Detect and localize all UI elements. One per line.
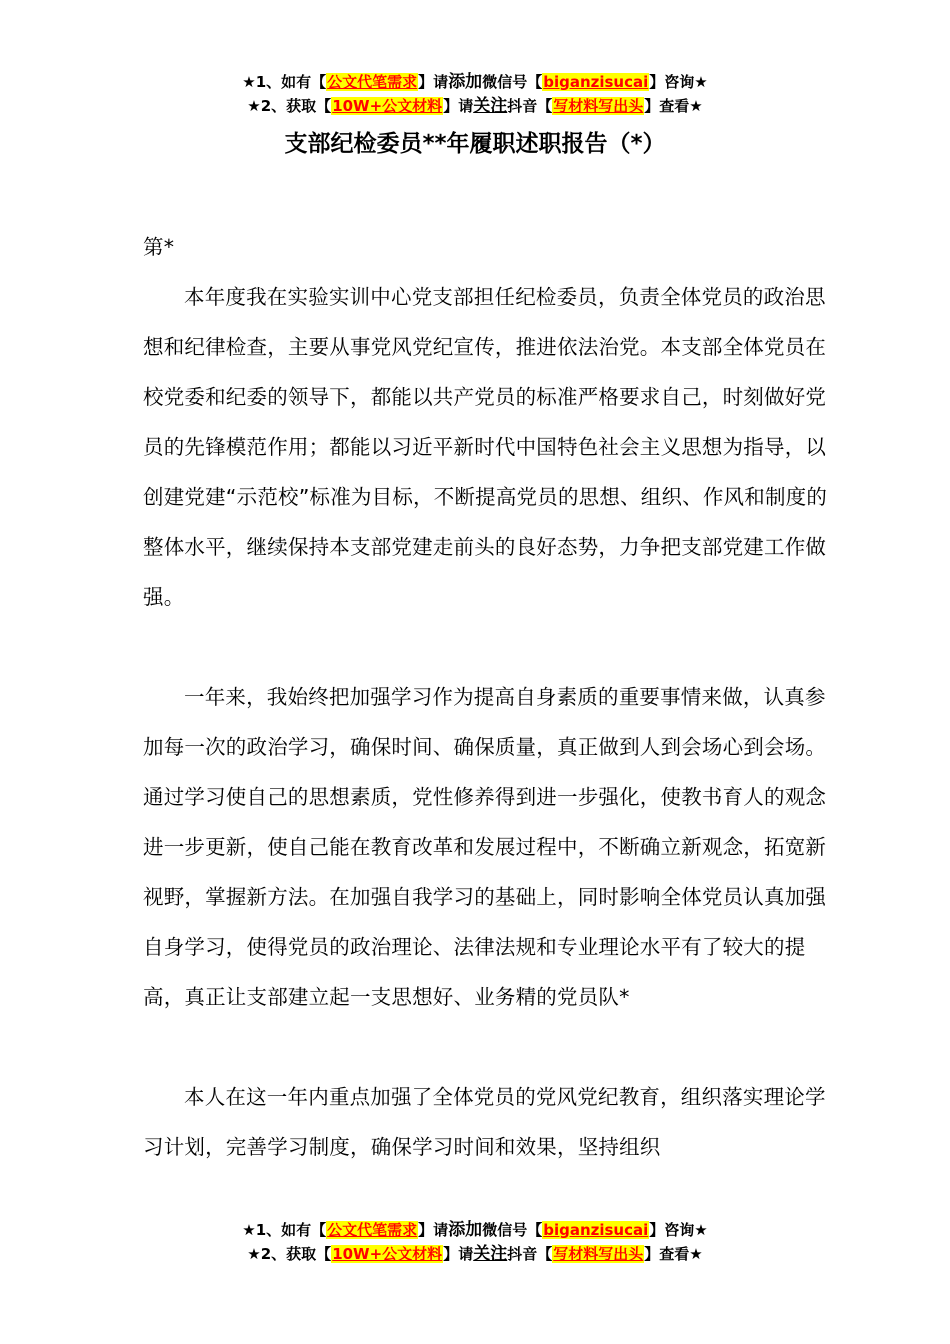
section-heading: 第*: [143, 235, 175, 259]
footer-line-2-mid2: 抖音【: [507, 1245, 553, 1263]
paragraph-3: 本人在这一年内重点加强了全体党员的党风党纪教育，组织落实理论学习计划，完善学习制度，确保学习时间和效果，坚持组织: [143, 1085, 826, 1159]
promo-line-2-highlight-materials: 10W+公文材料: [332, 97, 443, 115]
document-body: [143, 222, 833, 1172]
footer-line-1-mid: 】请: [418, 1221, 449, 1239]
footer-line-1-highlight-service: 公文代笔需求: [327, 1221, 418, 1239]
promo-line-2-suffix: 】查看★: [644, 97, 703, 115]
footer-line-1: [0, 1218, 950, 1242]
promo-line-2-douyin-id: 写材料写出头: [553, 97, 644, 115]
promo-line-2: [0, 94, 950, 118]
promo-line-1-mid2: 微信号【: [482, 73, 543, 91]
footer-line-1-mid2: 微信号【: [482, 1221, 543, 1239]
promo-line-1-emphasis: 添加: [448, 72, 483, 92]
footer-line-2-highlight-materials: 10W+公文材料: [332, 1245, 443, 1263]
promo-line-1-prefix: ★1、如有【: [242, 73, 327, 91]
footer-line-1-wechat-id: biganzisucai: [543, 1221, 649, 1239]
header-promo: [0, 70, 950, 118]
promo-line-2-prefix: ★2、获取【: [247, 97, 332, 115]
footer-promo: [0, 1218, 950, 1266]
promo-line-1-mid: 】请: [418, 73, 449, 91]
footer-line-2-prefix: ★2、获取【: [247, 1245, 332, 1263]
promo-line-2-mid2: 抖音【: [507, 97, 553, 115]
footer-line-2: [0, 1242, 950, 1266]
footer-line-2-suffix: 】查看★: [644, 1245, 703, 1263]
footer-line-2-emphasis: 关注: [473, 1244, 508, 1264]
footer-line-1-suffix: 】咨询★: [649, 1221, 708, 1239]
promo-line-1-suffix: 】咨询★: [649, 73, 708, 91]
paragraph-2: 一年来，我始终把加强学习作为提高自身素质的重要事情来做，认真参加每一次的政治学习，确保时间、确保质量，真正做到人到会场心到会场。通过学习使自己的思想素质，党性修养得到进一步强化，使教书育人的观念进一步更新，使自己能在教育改革和发展过程中，不断确立新观念，拓宽新视野，掌握新方法。在加强自我学习的基础上，同时影响全体党员认真加强自身学习，使得党员的政治理论、法律法规和专业理论水平有了较大的提高，真正让支部建立起一支思想好、业务精的党员队*: [143, 685, 827, 1009]
footer-line-2-mid: 】请: [443, 1245, 474, 1263]
promo-line-1-wechat-id: biganzisucai: [543, 73, 649, 91]
footer-line-1-emphasis: 添加: [448, 1220, 483, 1240]
promo-line-2-emphasis: 关注: [473, 96, 508, 116]
document-title: 支部纪检委员**年履职述职报告（*）: [284, 131, 666, 157]
promo-line-2-mid: 】请: [443, 97, 474, 115]
footer-line-1-prefix: ★1、如有【: [242, 1221, 327, 1239]
promo-line-1-highlight-service: 公文代笔需求: [327, 73, 418, 91]
promo-line-1: [0, 70, 950, 94]
paragraph-1: 本年度我在实验实训中心党支部担任纪检委员，负责全体党员的政治思想和纪律检查，主要从事党风党纪宣传，推进依法治党。本支部全体党员在校党委和纪委的领导下，都能以共产党员的标准严格要求自己，时刻做好党员的先锋模范作用；都能以习近平新时代中国特色社会主义思想为指导，以创建党建“示范校”标准为目标，不断提高党员的思想、组织、作风和制度的整体水平，继续保持本支部党建走前头的良好态势，力争把支部党建工作做强。: [143, 285, 828, 609]
footer-line-2-douyin-id: 写材料写出头: [553, 1245, 644, 1263]
